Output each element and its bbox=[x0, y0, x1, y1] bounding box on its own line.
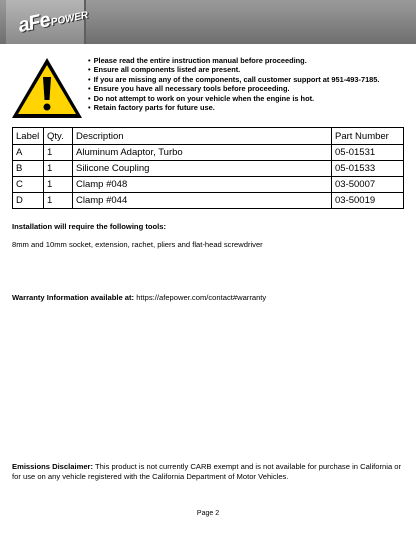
header-description: Description bbox=[73, 128, 332, 145]
header-bar bbox=[0, 0, 416, 44]
cell-description: Clamp #048 bbox=[73, 177, 332, 193]
warning-item: • If you are missing any of the components, call customer support at 951-493-7185. bbox=[88, 75, 408, 84]
tools-heading: Installation will require the following tools: bbox=[12, 222, 166, 231]
afe-power-logo bbox=[16, 1, 89, 38]
cell-qty: 1 bbox=[44, 145, 73, 161]
header-part-number: Part Number bbox=[332, 128, 404, 145]
cell-label: C bbox=[13, 177, 44, 193]
warning-item: • Ensure you have all necessary tools before proceeding. bbox=[88, 84, 408, 93]
parts-table bbox=[12, 127, 404, 209]
warning-item: • Please read the entire instruction manual before proceeding. bbox=[88, 56, 408, 65]
logo-subtext: POWER bbox=[50, 9, 90, 29]
cell-label: D bbox=[13, 193, 44, 209]
cell-part-number: 05-01533 bbox=[332, 161, 404, 177]
tools-text: 8mm and 10mm socket, extension, rachet, pliers and flat-head screwdriver bbox=[12, 240, 263, 249]
cell-label: A bbox=[13, 145, 44, 161]
table-row bbox=[13, 193, 404, 209]
cell-qty: 1 bbox=[44, 193, 73, 209]
logo-plate bbox=[6, 0, 90, 44]
cell-qty: 1 bbox=[44, 161, 73, 177]
cell-description: Aluminum Adaptor, Turbo bbox=[73, 145, 332, 161]
warning-list bbox=[88, 56, 408, 112]
warning-triangle-icon bbox=[9, 55, 85, 121]
cell-part-number: 05-01531 bbox=[332, 145, 404, 161]
emissions-disclaimer bbox=[12, 462, 404, 482]
cell-label: B bbox=[13, 161, 44, 177]
warning-item: • Do not attempt to work on your vehicle when the engine is hot. bbox=[88, 94, 408, 103]
warranty-label: Warranty Information available at: bbox=[12, 293, 135, 302]
cell-part-number: 03-50007 bbox=[332, 177, 404, 193]
cell-qty: 1 bbox=[44, 177, 73, 193]
warning-item: • Ensure all components listed are present. bbox=[88, 65, 408, 74]
logo-text: aFe bbox=[16, 9, 52, 38]
cell-description: Silicone Coupling bbox=[73, 161, 332, 177]
warranty-url[interactable]: https://afepower.com/contact#warranty bbox=[134, 293, 267, 302]
warranty-line bbox=[12, 293, 266, 302]
warning-item: • Retain factory parts for future use. bbox=[88, 103, 408, 112]
emissions-text: This product is not currently CARB exempt and is not available for purchase in California or for use on any vehicle registered with the California Department of Motor Vehicles. bbox=[12, 462, 402, 481]
table-header-row bbox=[13, 128, 404, 145]
cell-description: Clamp #044 bbox=[73, 193, 332, 209]
page-number: Page 2 bbox=[196, 510, 220, 517]
cell-part-number: 03-50019 bbox=[332, 193, 404, 209]
header-label: Label bbox=[13, 128, 44, 145]
table-row bbox=[13, 145, 404, 161]
header-qty: Qty. bbox=[44, 128, 73, 145]
emissions-label: Emissions Disclaimer: bbox=[12, 462, 94, 471]
table-row bbox=[13, 161, 404, 177]
table-row bbox=[13, 177, 404, 193]
